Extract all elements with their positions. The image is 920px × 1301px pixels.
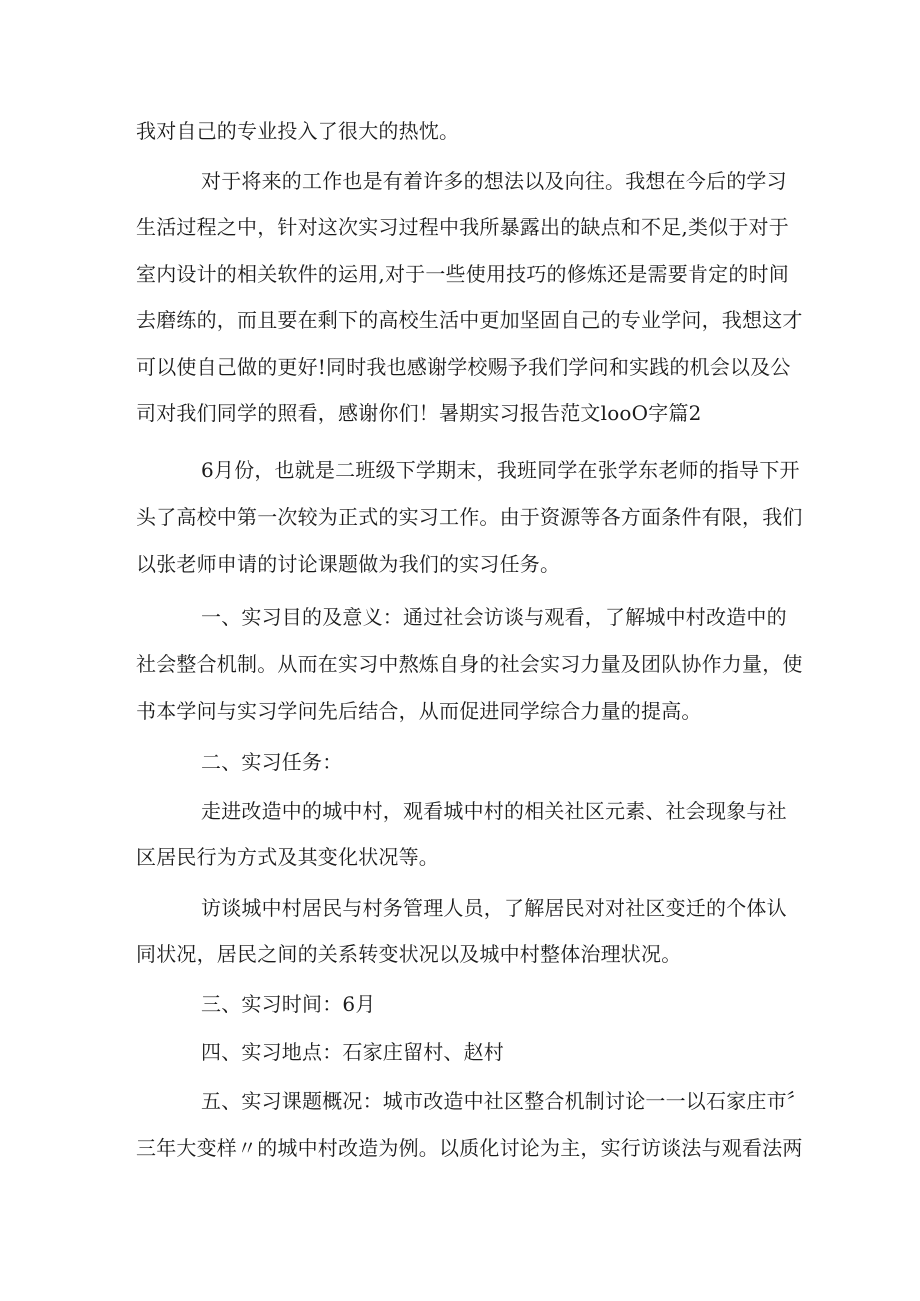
text-line: 6月份，也就是二班级下学期末，我班同学在张学东老师的指导下开 [201,458,800,482]
text-line: 二、实习任务： [201,750,343,774]
text-line: 室内设计的相关软件的运用,对于一些使用技巧的修炼还是需要肯定的时间 [136,262,789,286]
text-line: 我对自己的专业投入了很大的热忱。 [136,119,460,143]
text-line: 访谈城中村居民与村务管理人员，了解居民对对社区变迁的个体认 [201,896,787,920]
text-line: 四、实习地点：石家庄留村、赵村 [201,1040,504,1064]
text-line: 去磨练的，而且要在剩下的高校生活中更加坚固自己的专业学问，我想这才 [136,308,803,332]
text-line: 生活过程之中，针对这次实习过程中我所暴露出的缺点和不足,类似于对于 [136,215,789,239]
text-line: 三年大变样〃的城中村改造为例。以质化讨论为主，实行访谈法与观看法两 [136,1136,803,1160]
text-line: 三、实习时间：6月 [201,992,376,1016]
text-line: 以张老师申请的讨论课题做为我们的实习任务。 [136,552,561,576]
text-line: 区居民行为方式及其变化状况等。 [136,845,439,869]
text-line: 头了高校中第一次较为正式的实习工作。由于资源等各方面条件有限，我们 [136,505,803,529]
text-line: 社会整合机制。从而在实习中熬炼自身的社会实习力量及团队协作力量，使 [136,652,803,676]
text-line: 可以使自己做的更好!同时我也感谢学校赐予我们学问和实践的机会以及公 [136,355,791,379]
text-line: 走进改造中的城中村，观看城中村的相关社区元素、社会现象与社 [201,799,787,823]
text-line: 书本学问与实习学问先后结合，从而促进同学综合力量的提高。 [136,699,702,723]
text-line: 同状况，居民之间的关系转变状况以及城中村整体治理状况。 [136,942,682,966]
text-line: 一、实习目的及意义：通过社会访谈与观看，了解城中村改造中的 [201,605,787,629]
text-line: 五、实习课题概况：城市改造中社区整合机制讨论一一以石家庄市〞 [201,1089,807,1113]
text-line: 对于将来的工作也是有着许多的想法以及向往。我想在今后的学习 [201,169,787,193]
text-line: 司对我们同学的照看，感谢你们！暑期实习报告范文looO字篇2 [136,401,702,425]
